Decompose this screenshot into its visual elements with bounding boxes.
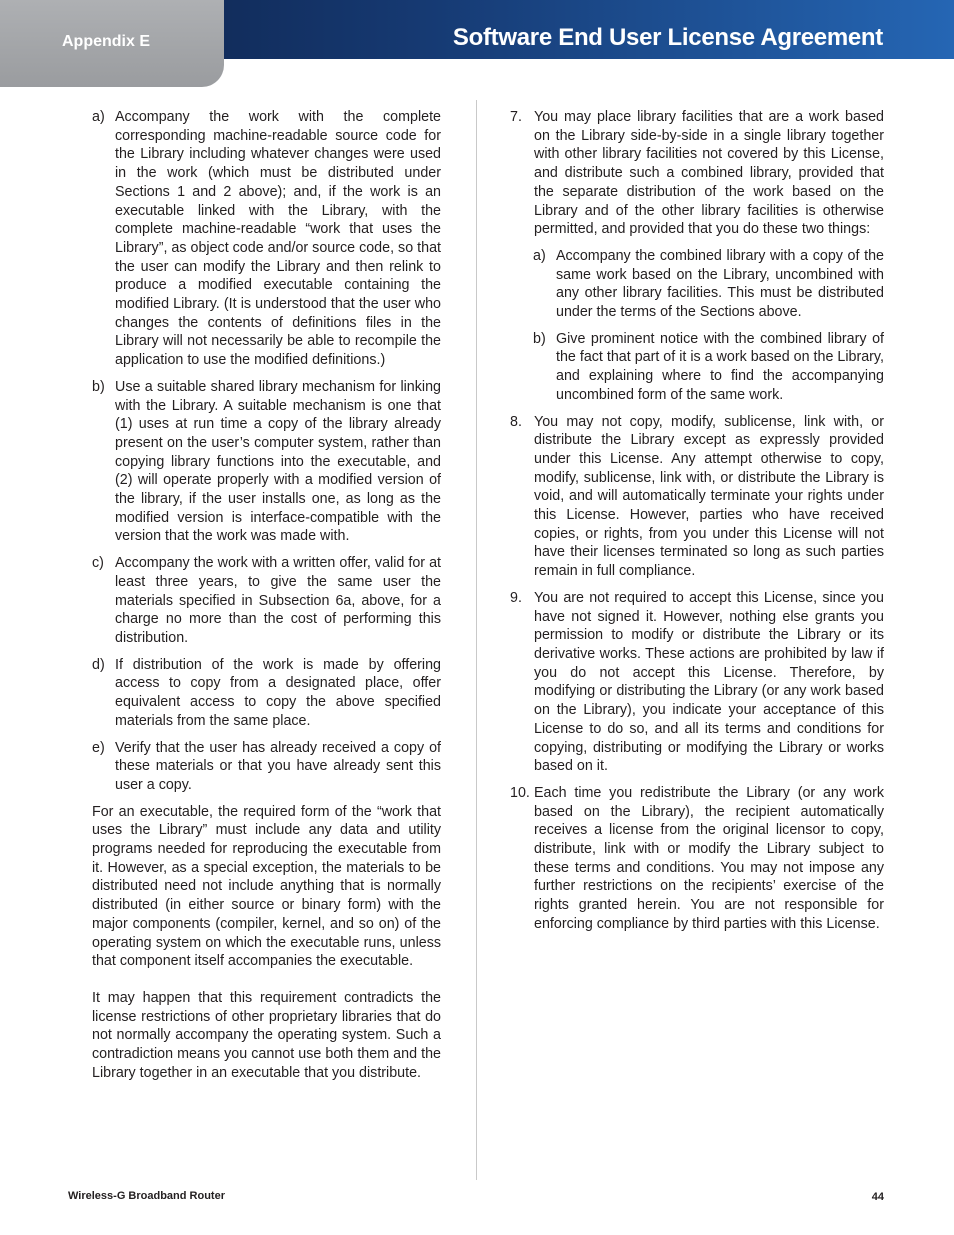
item-number: 9. [510, 589, 522, 606]
list-item-text: Accompany the work with the complete corresponding machine-readable source code for the Library including whatever changes were used in the work (which must be distributed under Sections 1 and 2 above); and, if the work is an executable linked with the Library, with the complete machine-readable “work that uses the Library”, as object code and/or source code, so that the user can modify the Library and then relink to produce a modified executable containing the modified Library. (It is understood that the user who changes the contents of definitions files in the Library will not necessarily be able to recompile the application to use the modified definitions.) [115, 109, 441, 369]
numbered-item-text: Each time you redistribute the Library (or any work based on the Library), the recipient automatically receives a license from the original licensor to copy, distribute, link with or modify the Library subject to these terms and conditions. You may not impose any further restrictions on the recipients’ exercise of the rights granted herein. You are not responsible for enforcing compliance by third parties with this License. [534, 784, 884, 932]
body-paragraph: For an executable, the required form of the “work that uses the Library” must include any data and utility programs needed for reproducing the executable from it. However, as a special exception, the materials to be distributed need not include anything that is normally distributed (in either source or binary form) with the major components (compiler, kernel, and so on) of the operating system on which the executable runs, unless that component itself accompanies the executable. [92, 803, 441, 970]
item-number: 8. [510, 413, 522, 430]
list-item [92, 739, 441, 795]
list-item [92, 554, 441, 648]
list-item-text: Verify that the user has already received a copy of these materials or that you have already sent this user a copy. [115, 739, 441, 793]
section-tab-label: Appendix E [62, 33, 151, 50]
list-marker: d) [92, 656, 105, 673]
numbered-item-text: You may place library facilities that are a work based on the Library side-by-side in a single library together with other library facilities not covered by this License, and distribute such a combined library, provided that the separate distribution of the work based on the Library and of the other library facilities is otherwise permitted, and provided that you do these two things: [534, 109, 884, 238]
list-marker: c) [92, 555, 104, 572]
sub-item-text: Give prominent notice with the combined library of the fact that part of it is a work based on the Library, and explaining where to find the accompanying uncombined form of the same work. [556, 330, 884, 403]
list-item [92, 108, 441, 370]
numbered-item-text: You are not required to accept this License, since you have not signed it. However, nothing else grants you permission to modify or distribute the Library or its derivative works. These actions are prohibited by law if you do not accept this License. Therefore, by modifying or distributing the Library (or any work based on the Library), you indicate your acceptance of this License to do so, and all its terms and conditions for copying, distributing or modifying the Library or works based on it. [534, 589, 884, 775]
sub-item [510, 330, 884, 405]
sub-item-text: Accompany the combined library with a copy of the same work based on the Library, uncombined with any other library facilities. This must be distributed under the terms of the Sections above. [556, 247, 884, 321]
list-marker: b) [92, 378, 105, 395]
item-number: 10. [510, 784, 530, 801]
body-paragraph: It may happen that this requirement contradicts the license restrictions of other proprietary libraries that do not normally accompany the operating system. Such a contradiction means you cannot use both them and the Library together in an executable that you distribute. [92, 989, 441, 1081]
numbered-item-text: You may not copy, modify, sublicense, link with, or distribute the Library except as expressly provided under this License. Any attempt otherwise to copy, modify, sublicense, link with, or distribute the Library is void, and will automatically terminate your rights under this License. However, parties who have received copies, or rights, from you under this License will not have their licenses terminated so long as such parties remain in full compliance. [534, 413, 884, 580]
list-item-text: Use a suitable shared library mechanism for linking with the Library. A suitable mechanism is one that (1) uses at run time a copy of the library already present on the user’s computer system, rather than copying library functions into the executable, and (2) will operate properly with a modified version of the library, if the user installs one, as long as the modified version is interface-compatible with the version that the work was made with. [115, 378, 441, 545]
sub-item [510, 247, 884, 322]
left-column [92, 108, 441, 1090]
right-column [510, 108, 884, 942]
numbered-item [510, 589, 884, 776]
list-marker: a) [92, 109, 105, 125]
numbered-item [510, 413, 884, 581]
sub-item-marker: b) [533, 330, 546, 347]
sub-item-marker: a) [533, 247, 546, 264]
page-title: Software End User License Agreement [452, 24, 883, 51]
section-tab [0, 0, 224, 87]
column-divider [476, 100, 477, 1180]
list-item-text: If distribution of the work is made by offering access to copy from a designated place, offer equivalent access to copy the above specified materials from the same place. [115, 656, 441, 729]
list-item-text: Accompany the work with a written offer, valid for at least three years, to give the same user the materials specified in Subsection 6a, above, for a charge no more than the cost of performing this distribution. [115, 555, 441, 646]
list-item [92, 656, 441, 731]
list-item [92, 378, 441, 546]
footer-page-number: 44 [871, 1191, 884, 1203]
list-marker: e) [92, 739, 105, 756]
footer-product-name: Wireless-G Broadband Router [68, 1190, 225, 1202]
numbered-item [510, 784, 884, 934]
numbered-item [510, 108, 884, 239]
item-number: 7. [510, 109, 522, 125]
